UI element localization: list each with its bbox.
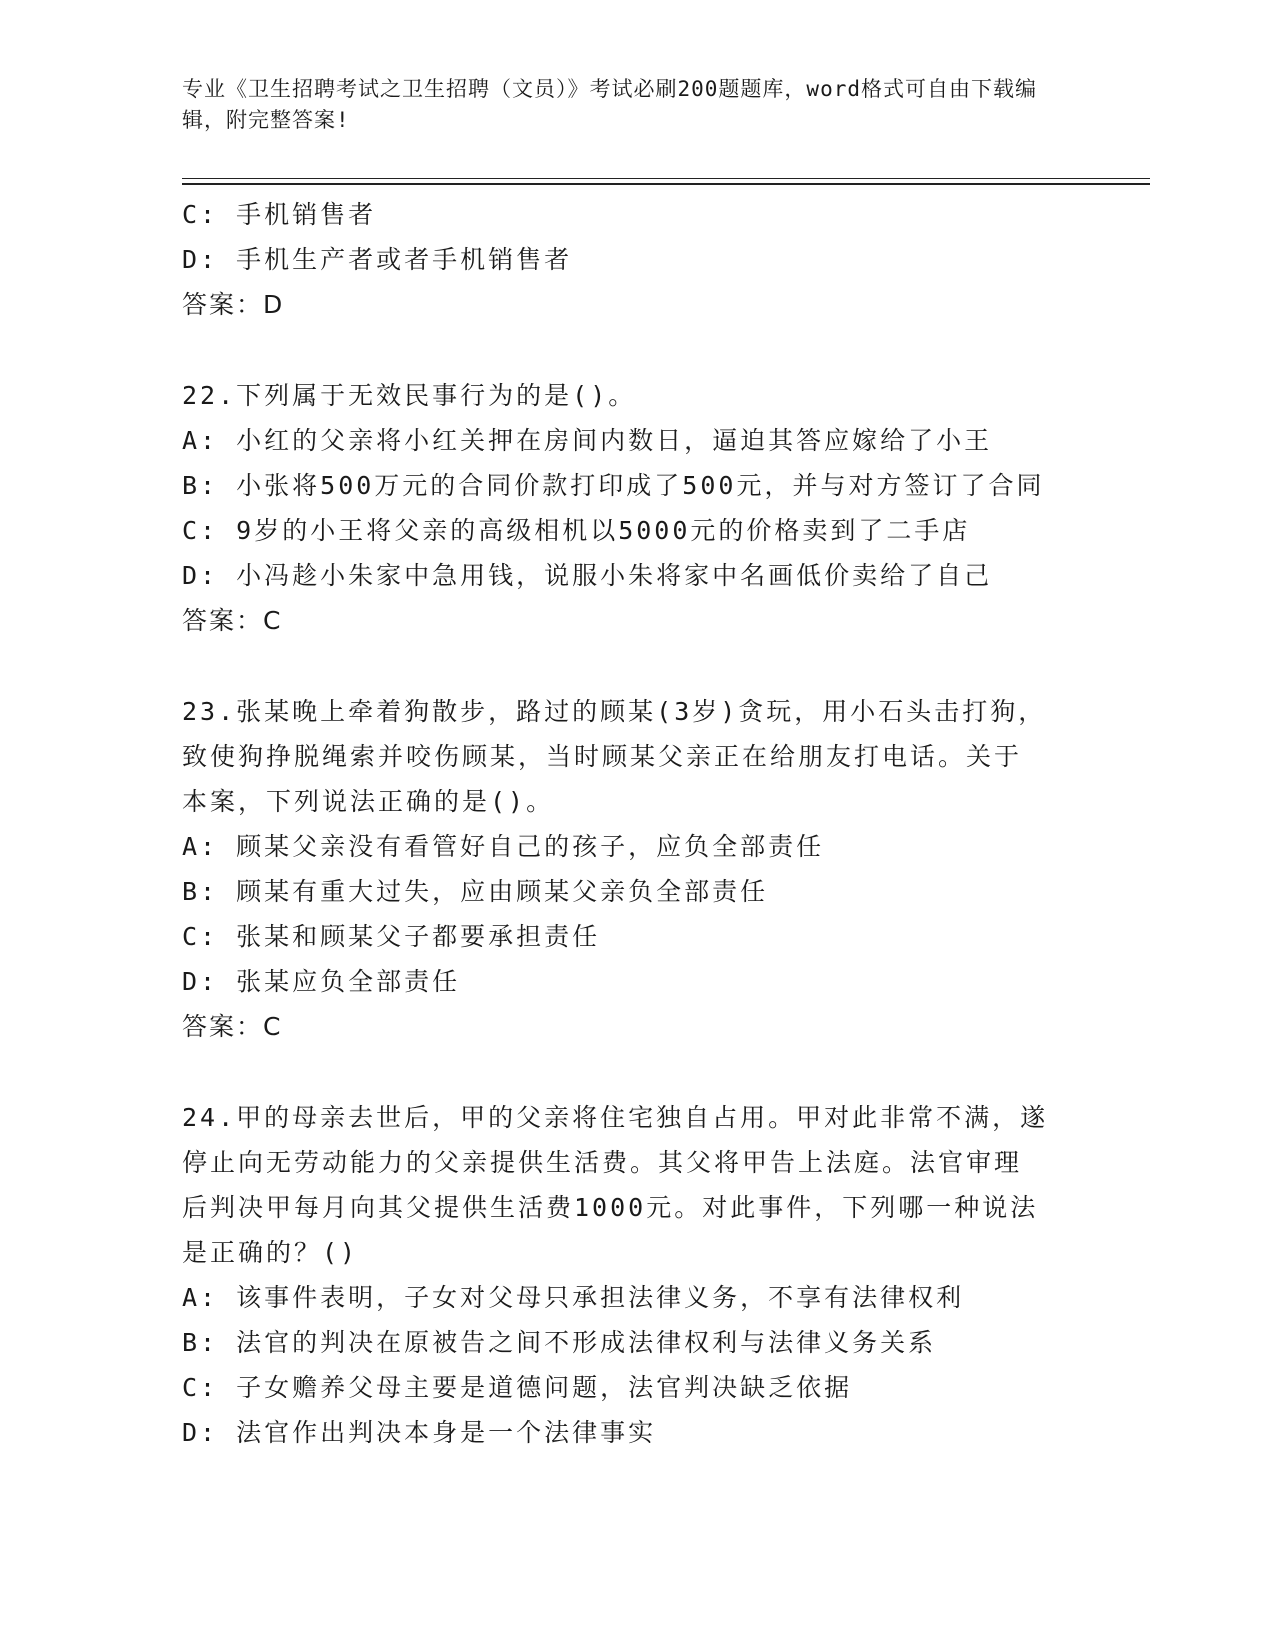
option-c: C: 9岁的小王将父亲的高级相机以5000元的价格卖到了二手店: [182, 516, 971, 545]
option-b: B: 顾某有重大过失，应由顾某父亲负全部责任: [182, 877, 769, 906]
question-23: [182, 689, 1082, 1049]
question-stem: 是正确的？(): [182, 1238, 359, 1267]
option-d: D: 手机生产者或者手机销售者: [182, 245, 573, 274]
option-c: C: 手机销售者: [182, 200, 377, 229]
question-stem: 22.下列属于无效民事行为的是()。: [182, 381, 637, 410]
option-a: A: 小红的父亲将小红关押在房间内数日，逼迫其答应嫁给了小王: [182, 426, 993, 455]
question-stem: 本案，下列说法正确的是()。: [182, 787, 555, 816]
option-b: B: 法官的判决在原被告之间不形成法律权利与法律义务关系: [182, 1328, 937, 1357]
question-stem: 23.张某晚上牵着狗散步，路过的顾某(3岁)贪玩，用小石头击打狗，: [182, 697, 1047, 726]
option-c: C: 子女赡养父母主要是道德问题，法官判决缺乏依据: [182, 1373, 853, 1402]
answer-line: 答案：D: [182, 290, 285, 319]
question-stem: 致使狗挣脱绳索并咬伤顾某，当时顾某父亲正在给朋友打电话。关于: [182, 742, 1023, 771]
question-content: [182, 192, 1082, 1455]
document-header: [182, 74, 1062, 136]
option-a: A: 顾某父亲没有看管好自己的孩子，应负全部责任: [182, 832, 825, 861]
spacer: [182, 1049, 1082, 1095]
header-divider-thick: [182, 183, 1150, 185]
answer-line: 答案：C: [182, 606, 283, 635]
answer-line: 答案：C: [182, 1012, 283, 1041]
spacer: [182, 327, 1082, 373]
option-d: D: 张某应负全部责任: [182, 967, 461, 996]
question-stem: 后判决甲每月向其父提供生活费1000元。对此事件，下列哪一种说法: [182, 1193, 1039, 1222]
option-b: B: 小张将500万元的合同价款打印成了500元，并与对方签订了合同: [182, 471, 1045, 500]
header-text: 专业《卫生招聘考试之卫生招聘（文员）》考试必刷200题题库，word格式可自由下载编辑，附完整答案!: [182, 77, 1037, 132]
option-a: A: 该事件表明，子女对父母只承担法律义务，不享有法律权利: [182, 1283, 965, 1312]
option-d: D: 小冯趁小朱家中急用钱，说服小朱将家中名画低价卖给了自己: [182, 561, 993, 590]
question-stem: 24.甲的母亲去世后，甲的父亲将住宅独自占用。甲对此非常不满，遂: [182, 1103, 1049, 1132]
question-24: [182, 1095, 1082, 1455]
spacer: [182, 643, 1082, 689]
option-c: C: 张某和顾某父子都要承担责任: [182, 922, 601, 951]
question-22: [182, 373, 1082, 643]
question-stem: 停止向无劳动能力的父亲提供生活费。其父将甲告上法庭。法官审理: [182, 1148, 1023, 1177]
header-divider-thin: [182, 178, 1150, 179]
option-d: D: 法官作出判决本身是一个法律事实: [182, 1418, 657, 1447]
